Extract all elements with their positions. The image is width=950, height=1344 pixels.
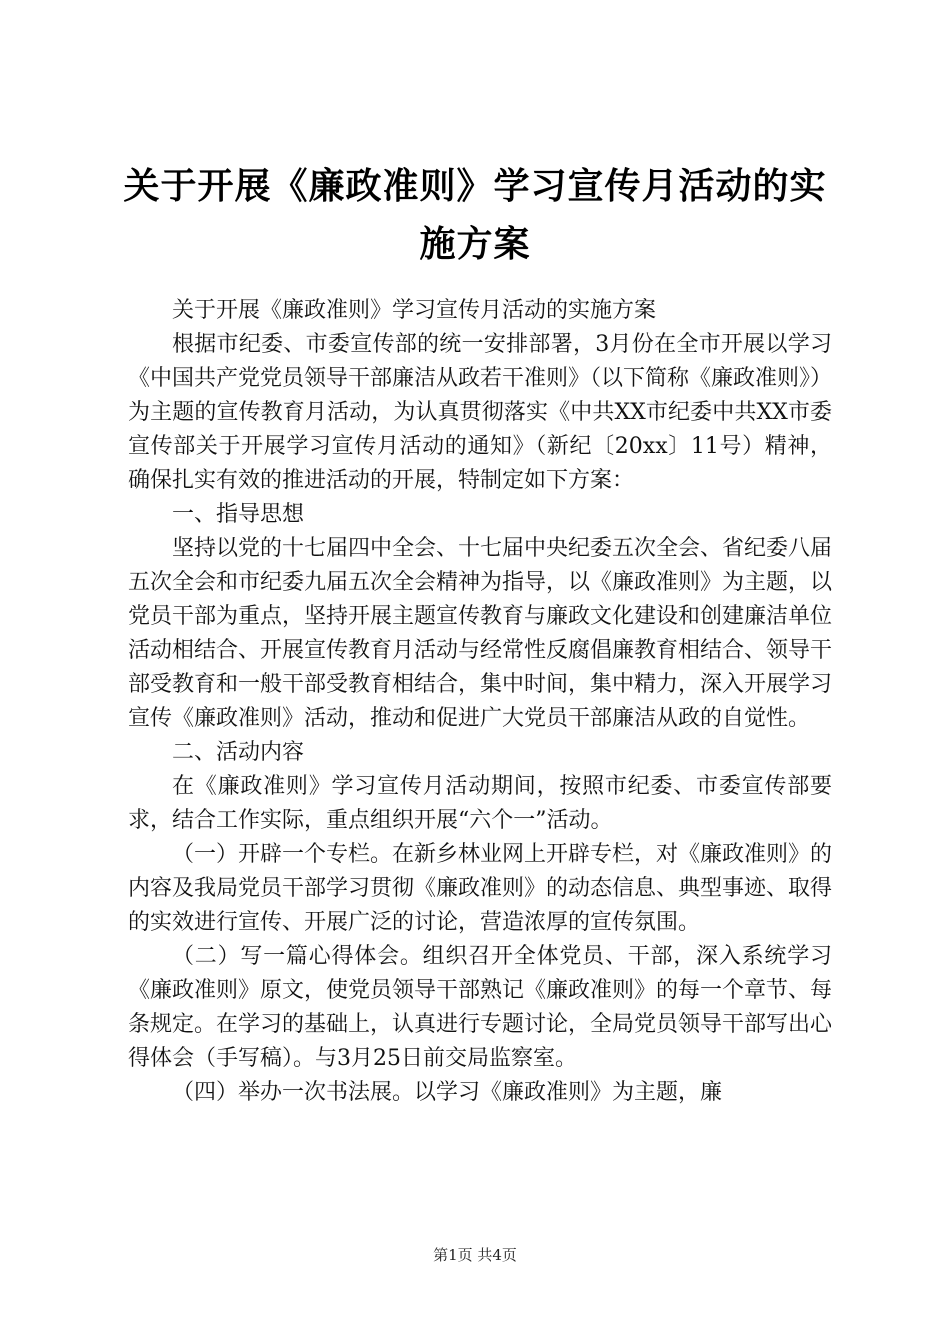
paragraph-intro: 根据市纪委、市委宣传部的统一安排部署，3月份在全市开展以学习《中国共产党党员领导干部廉洁从政若干准则》（以下简称《廉政准则》）为主题的宣传教育月活动，为认真贯彻落实《中共XX市纪委中共XX市委宣传部关于开展学习宣传月活动的通知》（新纪〔20xx〕11号）精神，确保扎实有效的推进活动的开展，特制定如下方案： — [128, 332, 833, 493]
paragraph-item-one: （一）开辟一个专栏。在新乡林业网上开辟专栏，对《廉政准则》的内容及我局党员干部学习贯彻《廉政准则》的动态信息、典型事迹、取得的实效进行宣传、开展广泛的讨论，营造浓厚的宣传氛围。 — [128, 842, 833, 935]
paragraph-activity-content: 在《廉政准则》学习宣传月活动期间，按照市纪委、市委宣传部要求，结合工作实际，重点组织开展“六个一”活动。 — [128, 774, 832, 833]
section-heading-activity-content: 二、活动内容 — [172, 740, 305, 765]
page-number-footer: 第1页 共4页 — [433, 1246, 517, 1264]
document-body — [128, 294, 832, 1110]
document-title: 关于开展《廉政准则》学习宣传月活动的实施方案 — [123, 166, 827, 265]
paragraph-guiding-thought: 坚持以党的十七届四中全会、十七届中央纪委五次全会、省纪委八届五次全会和市纪委九届五次全会精神为指导，以《廉政准则》为主题，以党员干部为重点，坚持开展主题宣传教育与廉政文化建设和创建廉洁单位活动相结合、开展宣传教育月活动与经常性反腐倡廉教育相结合、领导干部受教育和一般干部受教育相结合，集中时间，集中精力，深入开展学习宣传《廉政准则》活动，推动和促进广大党员干部廉洁从政的自觉性。 — [128, 536, 833, 731]
section-heading-guiding-thought: 一、指导思想 — [172, 502, 305, 527]
paragraph-item-two: （二）写一篇心得体会。组织召开全体党员、干部，深入系统学习《廉政准则》原文，使党员领导干部熟记《廉政准则》的每一个章节、每条规定。在学习的基础上，认真进行专题讨论，全局党员领导干部写出心得体会（手写稿）。与3月25日前交局监察室。 — [128, 944, 833, 1071]
paragraph-item-four: （四）举办一次书法展。以学习《廉政准则》为主题，廉 — [172, 1080, 723, 1105]
paragraph-subtitle: 关于开展《廉政准则》学习宣传月活动的实施方案 — [172, 298, 657, 323]
